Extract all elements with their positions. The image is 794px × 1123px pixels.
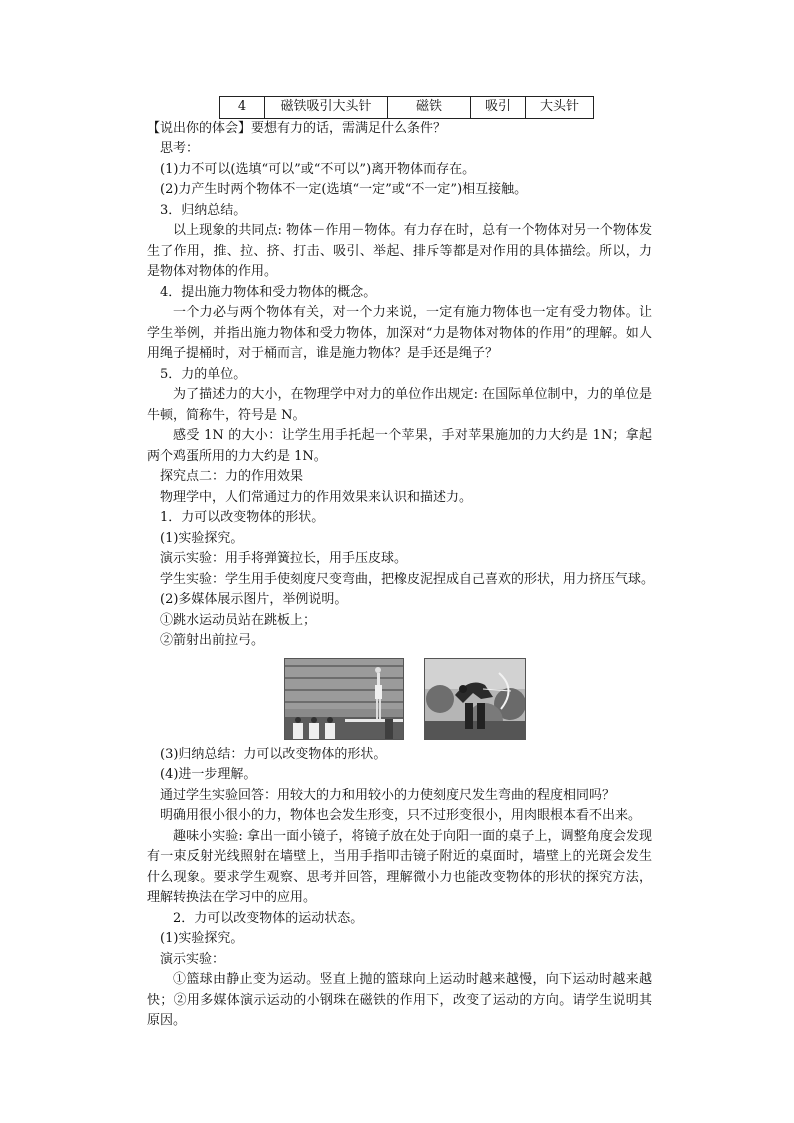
table-row <box>220 97 594 119</box>
demo-experiment: 演示实验：用手将弹簧拉长，用手压皮球。 <box>160 551 408 566</box>
paragraph-force-unit: 为了描述力的大小，在物理学中对力的单位作出规定: 在国际单位制中，力的单位是牛顿，简称牛，符号是 N。 <box>147 387 652 423</box>
further-understanding: (4)进一步理解。 <box>160 767 257 782</box>
multimedia-label: (2)多媒体展示图片，举例说明。 <box>160 592 348 607</box>
paragraph-feel-1n: 感受 1N 的大小：让学生用手托起一个苹果，手对苹果施加的力大约是 1N；拿起两个鸡蛋所用的力大约是 1N。 <box>147 428 652 464</box>
explore-point-2: 探究点二：力的作用效果 <box>160 469 304 484</box>
experiment-label: (1)实验探究。 <box>160 530 244 546</box>
heading-experience: 【说出你的体会】要想有力的话，需满足什么条件？ <box>147 120 447 136</box>
section-2-title: 2．力可以改变物体的运动状态。 <box>173 910 364 926</box>
paragraph-effects-intro: 物理学中，人们常通过力的作用效果来认识和描述力。 <box>160 489 473 505</box>
fun-experiment: 趣味小实验: 拿出一面小镜子，将镜子放在处于向阳一面的桌子上，调整角度会发现有一束反射光线照射在墙壁上，当用手指叩击镜子附近的桌面时，墙壁上的光斑会发生什么现象。要求学生观察、思考并回答，理解微小力也能改变物体的形状的探究方法，理解转换法在学习中的应用。 <box>147 828 652 905</box>
example-archer: ②箭射出前拉弓。 <box>160 633 265 648</box>
paragraph-common-point: 以上现象的共同点: 物体－作用－物体。有力存在时，总有一个物体对另一个物体发生了作用，推、拉、挤、打击、吸引、举起、排斥等都是对作用的具体描绘。所以，力是物体对物体的作用。 <box>147 223 652 279</box>
table-cell-receiving-object: 大头针 <box>526 97 594 119</box>
example-diver: ①跳水运动员站在跳板上； <box>160 612 317 628</box>
table-cell-number: 4 <box>220 97 265 119</box>
clarification: 明确用很小很小的力，物体也会发生形变，只不过形变很小，用肉眼根本看不出来。 <box>160 808 642 823</box>
table-cell-phenomenon: 磁铁吸引大头针 <box>265 97 388 119</box>
demo-basketball: ①篮球由静止变为运动。竖直上抛的篮球向上运动时越来越慢，向下运动时越来越快；②用多媒体演示运动的小钢珠在磁铁的作用下，改变了运动的方向。请学生说明其原因。 <box>147 972 652 1028</box>
student-experiment: 学生实验：学生用手使刻度尺变弯曲，把橡皮泥捏成自己喜欢的形状，用力挤压气球。 <box>160 571 655 587</box>
document-body <box>147 96 655 1032</box>
table-cell-action: 吸引 <box>471 97 526 119</box>
diver-photo <box>284 658 404 740</box>
section-1-title: 1．力可以改变物体的形状。 <box>160 510 325 525</box>
step-4-title: 4．提出施力物体和受力物体的概念。 <box>160 284 377 300</box>
archer-photo <box>424 658 526 740</box>
question-2: (2)力产生时两个物体不一定(选填“一定”或“不一定”)相互接触。 <box>160 182 528 197</box>
experiment-label-2: (1)实验探究。 <box>160 931 244 946</box>
think-label: 思考： <box>160 141 200 156</box>
student-answer-question: 通过学生实验回答：用较大的力和用较小的力使刻度尺发生弯曲的程度相同吗？ <box>160 787 616 803</box>
table-cell-exerting-object: 磁铁 <box>388 97 471 119</box>
step-5-title: 5．力的单位。 <box>160 366 247 382</box>
step-3-title: 3．归纳总结。 <box>160 202 247 218</box>
paragraph-force-objects: 一个力必与两个物体有关，对一个力来说，一定有施力物体也一定有受力物体。让学生举例，并指出施力物体和受力物体，加深对“力是物体对物体的作用”的理解。如人用绳子提桶时，对于桶而言，谁是施力物体？是手还是绳子？ <box>147 305 652 361</box>
example-table <box>219 96 594 119</box>
question-1: (1)力不可以(选填“可以”或“不可以”)离开物体而存在。 <box>160 161 476 177</box>
demo-label-2: 演示实验： <box>160 951 226 967</box>
photo-row <box>147 658 652 740</box>
summary-shape: (3)归纳总结：力可以改变物体的形状。 <box>160 746 387 762</box>
